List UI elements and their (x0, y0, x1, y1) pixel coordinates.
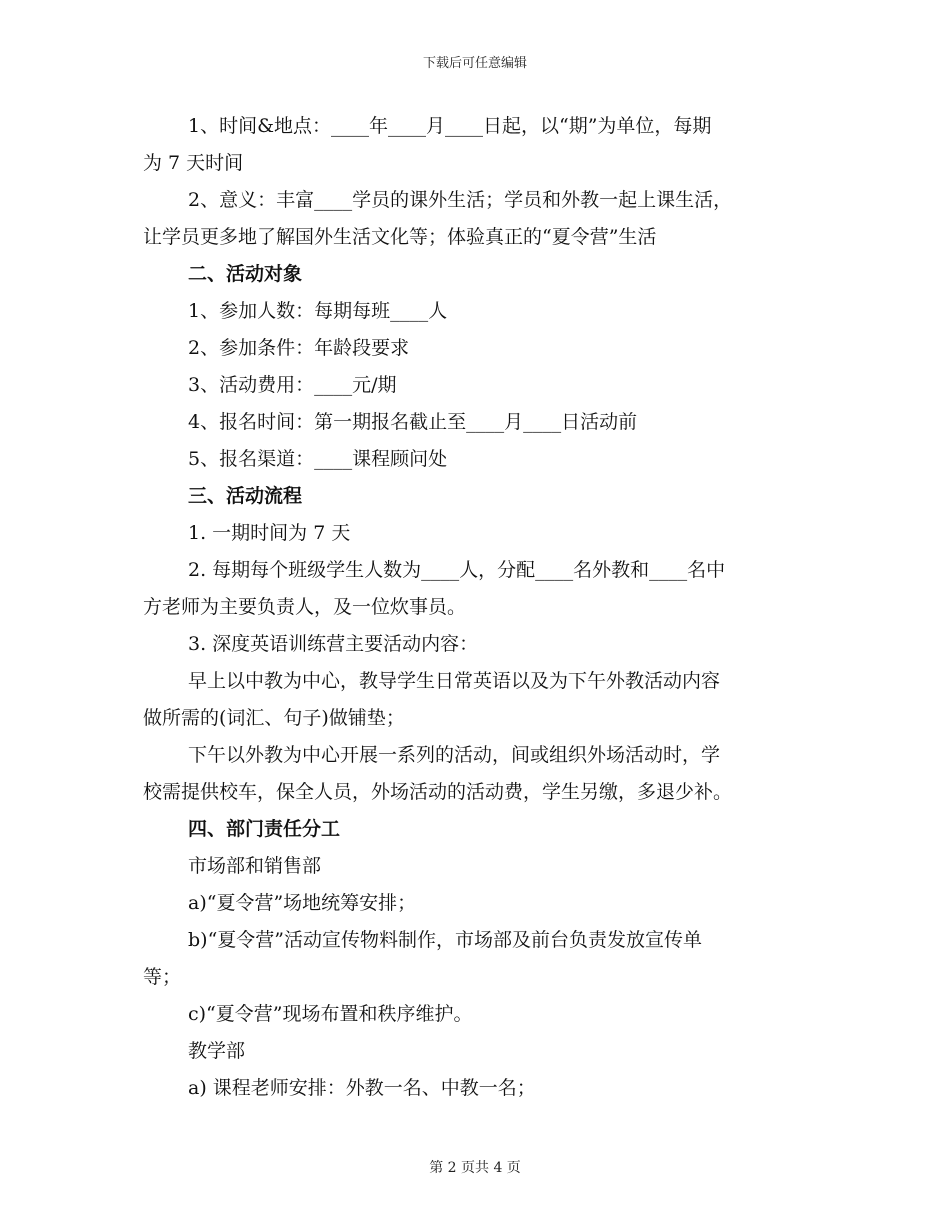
section-heading: 二、活动对象 (188, 263, 303, 285)
text-line: 方老师为主要负责人，及一位炊事员。 (143, 596, 467, 618)
page-footer: 第 2 页共 4 页 (429, 1160, 521, 1176)
section-heading: 四、部门责任分工 (188, 818, 341, 840)
text-line: 4、报名时间：第一期报名截止至____月____日活动前 (188, 411, 638, 433)
text-line: 2、意义：丰富____学员的课外生活；学员和外教一起上课生活， (188, 189, 733, 211)
text-line: 早上以中教为中心，教导学生日常英语以及为下午外教活动内容 (188, 670, 721, 692)
text-line: 1、时间&地点：____年____月____日起，以“期”为单位，每期 (188, 115, 712, 137)
text-line: 校需提供校车，保全人员，外场活动的活动费，学生另缴，多退少补。 (143, 781, 733, 803)
text-line: 2、参加条件：年龄段要求 (188, 337, 410, 359)
text-line: 5、报名渠道：____课程顾问处 (188, 448, 448, 470)
text-line: 下午以外教为中心开展一系列的活动，间或组织外场活动时，学 (188, 744, 721, 766)
text-line: a)“夏令营”场地统筹安排； (188, 892, 417, 914)
text-line: 3. 深度英语训练营主要活动内容： (188, 633, 479, 655)
text-line: 1、参加人数：每期每班____人 (188, 300, 448, 322)
text-line: 为 7 天时间 (143, 152, 244, 174)
text-line: 让学员更多地了解国外生活文化等；体验真正的“夏令营”生活 (143, 226, 657, 248)
text-line: 教学部 (188, 1040, 246, 1062)
text-line: 等； (143, 966, 182, 988)
text-line: b)“夏令营”活动宣传物料制作，市场部及前台负责发放宣传单 (188, 929, 703, 951)
text-line: 做所需的(词汇、句子)做铺垫； (143, 707, 405, 729)
text-line: a) 课程老师安排：外教一名、中教一名； (188, 1077, 536, 1099)
document-body (143, 108, 803, 1107)
text-line: 市场部和销售部 (188, 855, 322, 877)
text-line: 3、活动费用：____元/期 (188, 374, 397, 396)
section-heading: 三、活动流程 (188, 485, 303, 507)
text-line: c)“夏令营”现场布置和秩序维护。 (188, 1003, 473, 1025)
text-line: 1. 一期时间为 7 天 (188, 522, 351, 544)
text-line: 2. 每期每个班级学生人数为____人，分配____名外教和____名中 (188, 559, 726, 581)
page-header: 下载后可任意编辑 (422, 56, 527, 71)
